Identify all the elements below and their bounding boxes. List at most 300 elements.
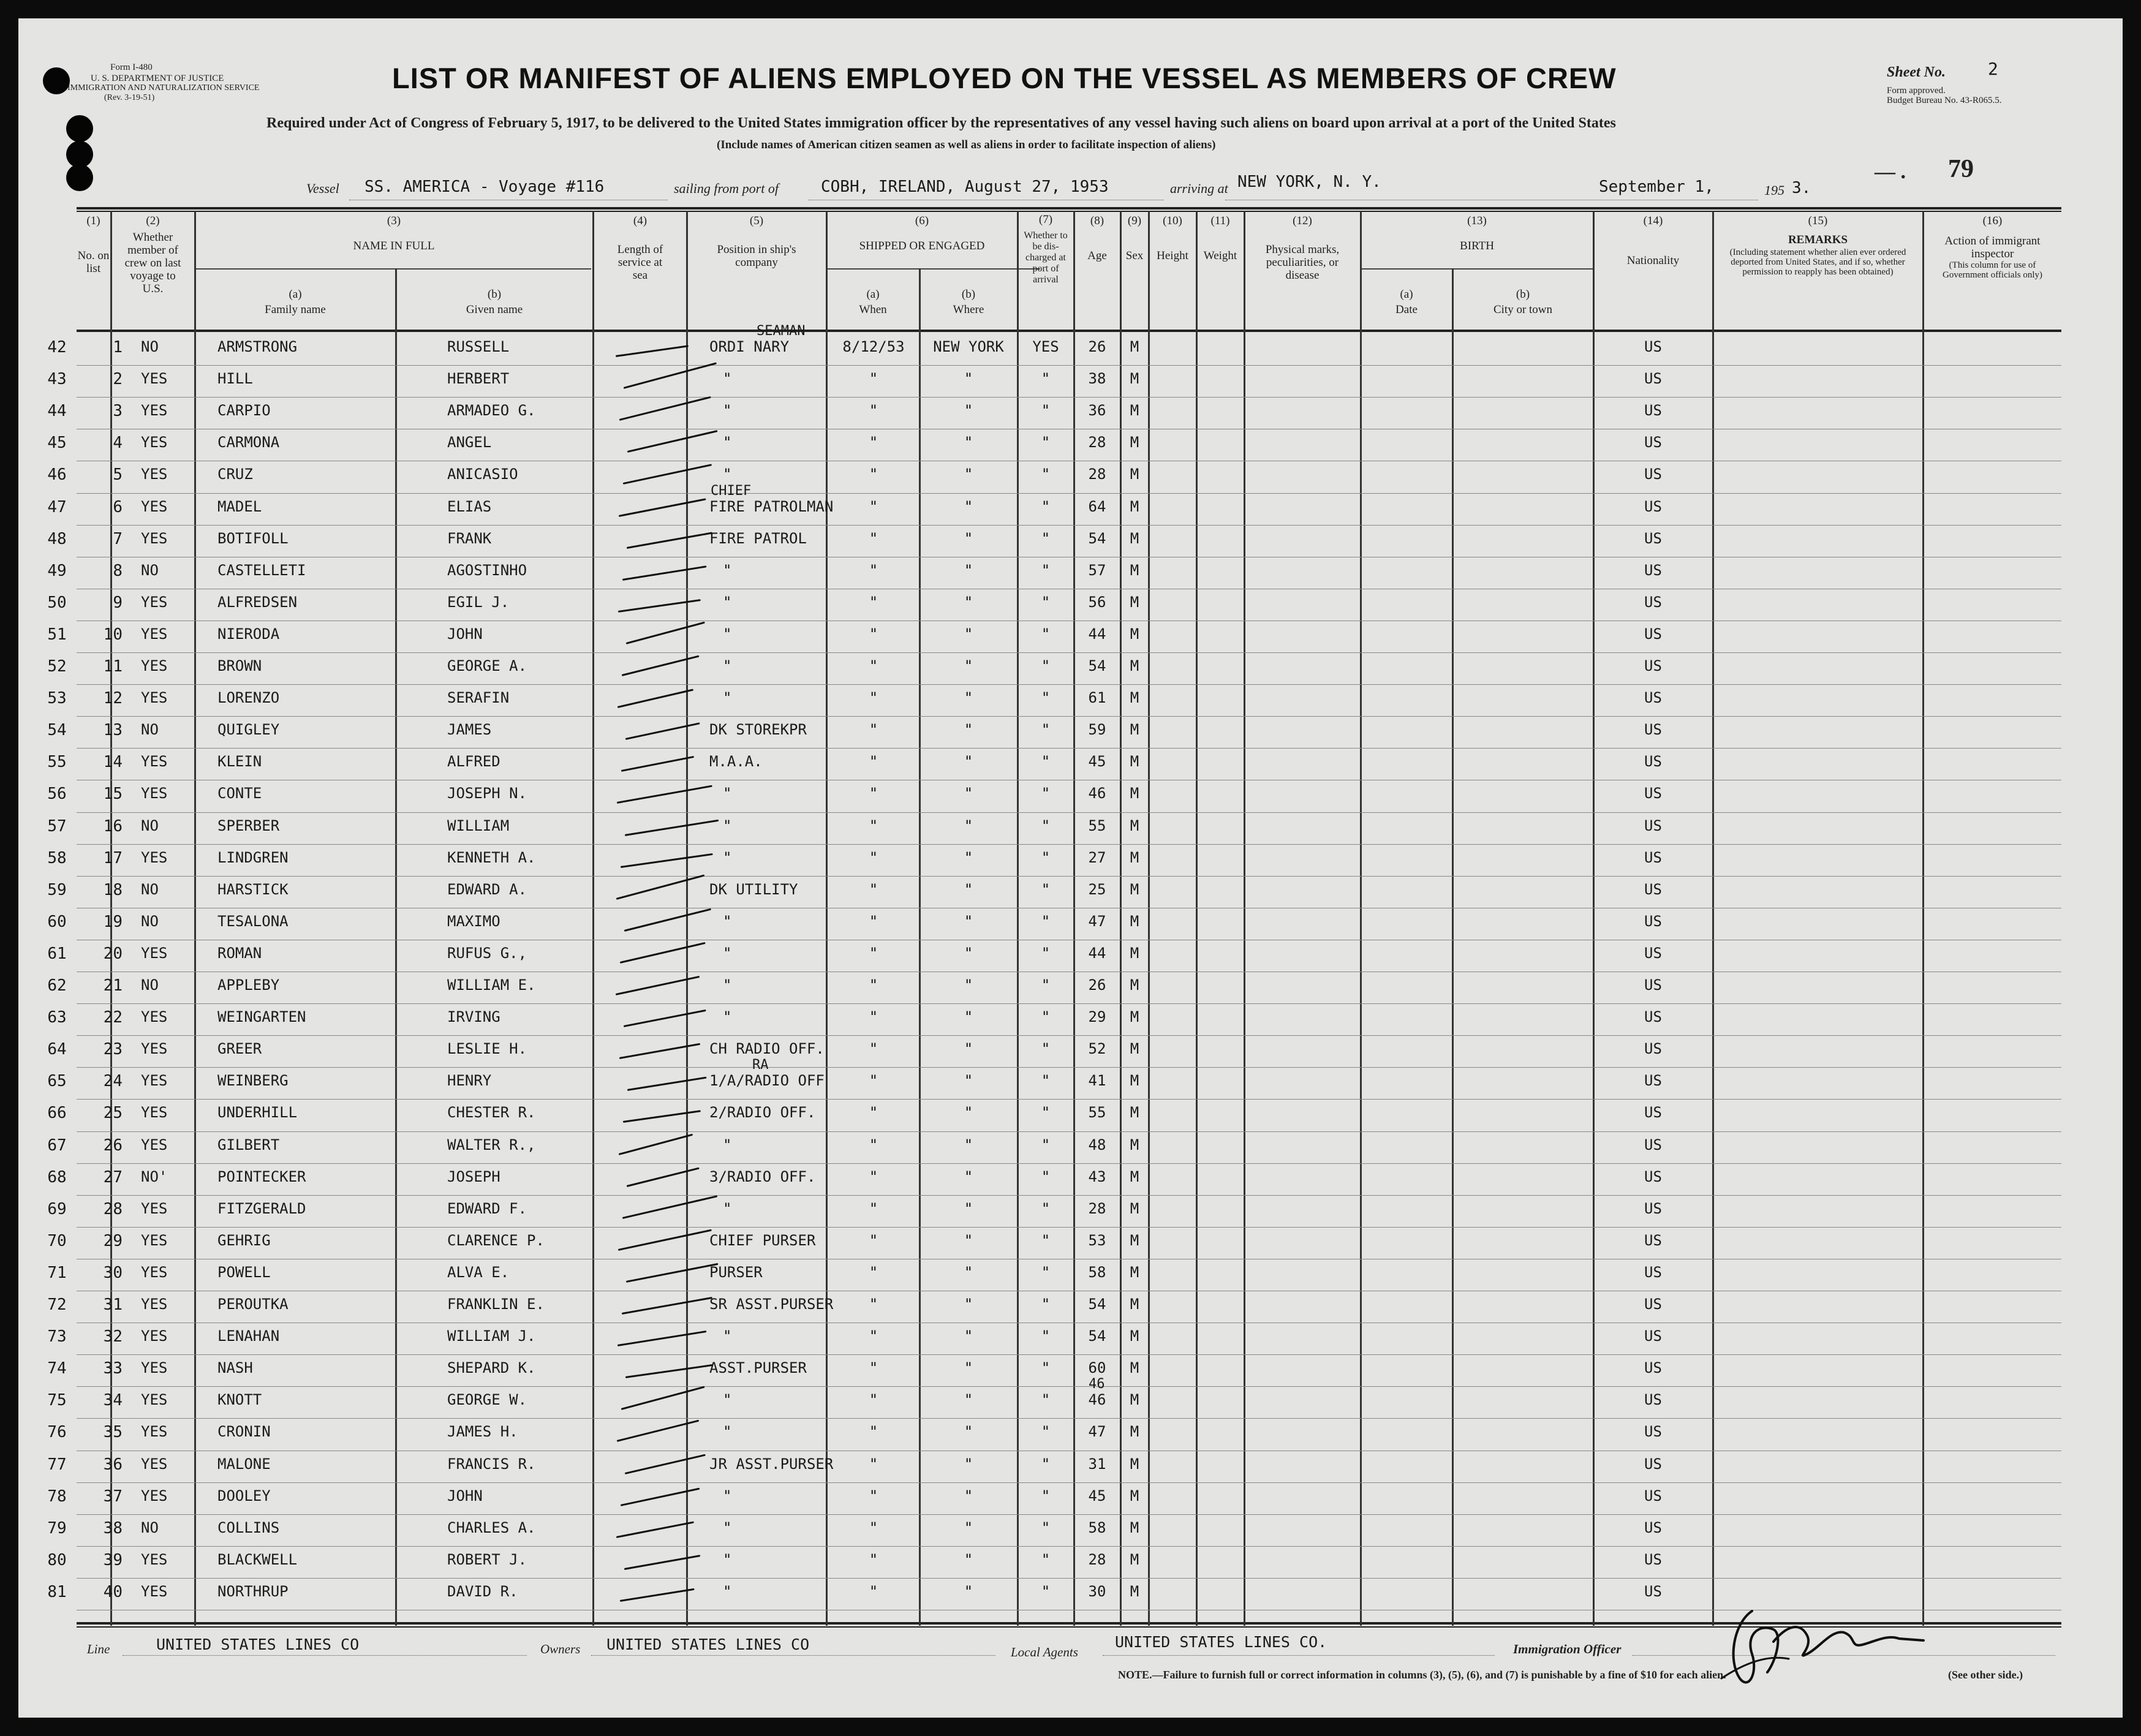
service-tick: [619, 396, 711, 421]
row-rule: [77, 493, 2061, 494]
given-name: ELIAS: [447, 497, 492, 515]
sex: M: [1130, 721, 1139, 739]
shipped-when: ": [869, 880, 878, 898]
position: ": [723, 561, 732, 579]
line-number: 69: [47, 1199, 67, 1218]
last-voyage: YES: [141, 593, 168, 611]
shipped-where: ": [964, 1263, 973, 1281]
shipped-where: ": [964, 1519, 973, 1536]
col15-header: REMARKS: [1788, 233, 1848, 246]
family-name: PEROUTKA: [217, 1296, 289, 1313]
discharged: ": [1041, 1168, 1051, 1185]
family-name: APPLEBY: [217, 976, 280, 994]
crew-number: 17: [103, 848, 123, 867]
shipped-when: ": [869, 1296, 878, 1313]
shipped-where: ": [964, 1359, 973, 1377]
shipped-where: ": [964, 1199, 973, 1217]
given-name: JOHN: [447, 1487, 483, 1504]
nationality: US: [1644, 912, 1662, 930]
family-name: ROMAN: [217, 944, 262, 962]
age: 59: [1088, 721, 1106, 739]
sex: M: [1130, 1487, 1139, 1504]
position: ": [723, 625, 732, 643]
age: 53: [1088, 1231, 1106, 1249]
last-voyage: YES: [141, 657, 168, 674]
line-number: 81: [47, 1582, 67, 1601]
line-number: 72: [47, 1296, 67, 1314]
sex: M: [1130, 880, 1139, 898]
shipped-when: ": [869, 466, 878, 483]
crew-number: 9: [113, 593, 123, 612]
col14-num: (14): [1643, 214, 1663, 227]
service-tick: [626, 1263, 719, 1283]
discharged: ": [1041, 785, 1051, 802]
row-rule: [77, 1099, 2061, 1100]
sex: M: [1130, 817, 1139, 834]
line-number: 46: [47, 466, 67, 485]
row-rule: [77, 876, 2061, 877]
nationality: US: [1644, 785, 1662, 802]
service-tick: [616, 874, 705, 899]
row-rule: [77, 1003, 2061, 1004]
shipped-when: ": [869, 1040, 878, 1058]
nationality: US: [1644, 944, 1662, 962]
position: ": [723, 1582, 732, 1600]
age: 47: [1088, 1423, 1106, 1441]
crew-number: 14: [103, 753, 123, 772]
service-tick: [620, 942, 706, 964]
discharged: ": [1041, 1455, 1051, 1473]
given-name: ALFRED: [447, 753, 500, 771]
nationality: US: [1644, 1391, 1662, 1409]
service-tick: [624, 1555, 701, 1570]
col3b-num: (b): [487, 288, 502, 301]
service-tick: [627, 532, 712, 549]
last-voyage: NO: [141, 817, 159, 834]
position: 2/RADIO OFF.: [709, 1104, 816, 1122]
crew-number: 37: [103, 1487, 123, 1506]
last-voyage: YES: [141, 370, 168, 388]
position: DK STOREKPR: [709, 721, 807, 739]
last-voyage: YES: [141, 529, 168, 547]
discharged: ": [1041, 370, 1051, 388]
shipped-when: ": [869, 1327, 878, 1345]
nationality: US: [1644, 1199, 1662, 1217]
nationality: US: [1644, 434, 1662, 451]
last-voyage: YES: [141, 1104, 168, 1122]
age: 52: [1088, 1040, 1106, 1058]
discharged: ": [1041, 1263, 1051, 1281]
shipped-when: ": [869, 497, 878, 515]
form-rev: (Rev. 3-19-51): [104, 93, 155, 102]
service-tick: [625, 722, 700, 740]
position: ": [723, 1391, 732, 1409]
nationality: US: [1644, 1296, 1662, 1313]
line-number: 68: [47, 1168, 67, 1187]
shipped-when: ": [869, 785, 878, 802]
shipped-where: ": [964, 1455, 973, 1473]
given-name: EDWARD A.: [447, 880, 527, 898]
crew-number: 19: [103, 912, 123, 931]
last-voyage: NO: [141, 912, 159, 930]
shipped-where: ": [964, 880, 973, 898]
sex: M: [1130, 402, 1139, 420]
shipped-where: ": [964, 1008, 973, 1026]
age: 26: [1088, 338, 1106, 355]
given-name: EDWARD F.: [447, 1199, 527, 1217]
shipped-when: ": [869, 721, 878, 739]
position: ": [723, 434, 732, 451]
position: SR ASST.PURSER: [709, 1296, 834, 1313]
col1-header: No. on list: [77, 249, 110, 275]
line-number: 45: [47, 434, 67, 453]
discharged: ": [1041, 1040, 1051, 1058]
row-rule: [77, 716, 2061, 717]
family-name: GILBERT: [217, 1136, 280, 1153]
service-tick: [624, 908, 711, 932]
position: FIRE PATROL: [709, 529, 807, 547]
col6a-num: (a): [866, 288, 880, 301]
given-name: HENRY: [447, 1072, 492, 1090]
arriving-label: arriving at: [1170, 181, 1228, 196]
shipped-where: ": [964, 370, 973, 388]
sex: M: [1130, 944, 1139, 962]
col7-header: Whether to be dis-charged at port of arrival: [1024, 230, 1068, 285]
nationality: US: [1644, 338, 1662, 355]
family-name: POINTECKER: [217, 1168, 306, 1185]
row-rule: [77, 1035, 2061, 1036]
position: FIRE PATROLMAN: [709, 497, 834, 515]
sex: M: [1130, 625, 1139, 643]
footer-agents-value: UNITED STATES LINES CO.: [1115, 1633, 1327, 1651]
crew-number: 18: [103, 880, 123, 899]
sex: M: [1130, 1423, 1139, 1441]
service-tick: [622, 1195, 718, 1219]
sex: M: [1130, 848, 1139, 866]
subtitle: Required under Act of Congress of February 5, 1917, to be delivered to the United States immigration officer by the representatives of any vessel having such aliens on board upon arrival at a port of the United States: [266, 115, 1616, 131]
last-voyage: YES: [141, 1582, 168, 1600]
crew-number: 22: [103, 1008, 123, 1027]
age: 45: [1088, 753, 1106, 771]
given-name: MAXIMO: [447, 912, 500, 930]
shipped-where: ": [964, 1550, 973, 1568]
service-tick: [619, 498, 706, 517]
line-number: 64: [47, 1040, 67, 1059]
nationality: US: [1644, 976, 1662, 994]
shipped-when: ": [869, 1231, 878, 1249]
discharged: ": [1041, 1327, 1051, 1345]
col16-subheader: (This column for use of Government officials only): [1942, 260, 2042, 280]
col7-num: (7): [1038, 213, 1053, 226]
crew-number: 40: [103, 1582, 123, 1601]
nationality: US: [1644, 1008, 1662, 1026]
nationality: US: [1644, 1104, 1662, 1122]
age: 28: [1088, 466, 1106, 483]
family-name: CARMONA: [217, 434, 280, 451]
line-number: 76: [47, 1423, 67, 1442]
age: 54: [1088, 1327, 1106, 1345]
discharged: ": [1041, 848, 1051, 866]
shipped-where: ": [964, 1168, 973, 1185]
given-name: KENNETH A.: [447, 848, 536, 866]
service-tick: [623, 1111, 701, 1123]
discharged: ": [1041, 1359, 1051, 1377]
position: ": [723, 1519, 732, 1536]
position: JR ASST.PURSER: [709, 1455, 834, 1473]
discharged: ": [1041, 625, 1051, 643]
line-number: 66: [47, 1104, 67, 1123]
family-name: CRONIN: [217, 1423, 271, 1441]
shipped-where: ": [964, 1327, 973, 1345]
crew-number: 23: [103, 1040, 123, 1059]
discharged: ": [1041, 1231, 1051, 1249]
age: 57: [1088, 561, 1106, 579]
position: ": [723, 657, 732, 674]
sex: M: [1130, 1455, 1139, 1473]
service-tick: [625, 1364, 713, 1378]
line-number: 65: [47, 1072, 67, 1091]
service-tick: [622, 1297, 712, 1315]
col3a-header: Family name: [265, 303, 326, 316]
nationality: US: [1644, 370, 1662, 388]
service-tick: [623, 464, 712, 485]
given-name: JAMES: [447, 721, 492, 739]
discharged: ": [1041, 912, 1051, 930]
col16-header: Action of immigrant inspector: [1944, 235, 2041, 260]
shipped-when: ": [869, 944, 878, 962]
line-number: 79: [47, 1519, 67, 1538]
shipped-when: ": [869, 1104, 878, 1122]
age: 28: [1088, 434, 1106, 451]
given-name: RUFUS G.,: [447, 944, 527, 962]
discharged: ": [1041, 1519, 1051, 1536]
shipped-when: ": [869, 1199, 878, 1217]
age: 31: [1088, 1455, 1106, 1473]
family-name: BROWN: [217, 657, 262, 674]
line-number: 58: [47, 848, 67, 867]
crew-number: 16: [103, 817, 123, 836]
subtitle-note: (Include names of American citizen seamen as well as aliens in order to facilitate inspection of aliens): [717, 138, 1216, 151]
sex: M: [1130, 785, 1139, 802]
sex: M: [1130, 1391, 1139, 1409]
family-name: UNDERHILL: [217, 1104, 298, 1122]
shipped-when: ": [869, 689, 878, 707]
discharged: ": [1041, 561, 1051, 579]
year-label: 195: [1764, 183, 1784, 198]
service-tick: [620, 1588, 695, 1602]
family-name: ALFREDSEN: [217, 593, 298, 611]
shipped-where: ": [964, 976, 973, 994]
crew-number: 32: [103, 1327, 123, 1346]
shipped-where: ": [964, 1136, 973, 1153]
age: 64: [1088, 497, 1106, 515]
service-tick: [627, 1077, 707, 1091]
discharged: ": [1041, 1199, 1051, 1217]
line-number: 48: [47, 529, 67, 548]
col6a-header: When: [859, 303, 887, 316]
last-voyage: YES: [141, 1231, 168, 1249]
service-tick: [616, 1521, 694, 1538]
shipped-where: ": [964, 1582, 973, 1600]
shipped-where: ": [964, 1231, 973, 1249]
crew-number: 38: [103, 1519, 123, 1538]
given-name: JOSEPH: [447, 1168, 500, 1185]
sex: M: [1130, 338, 1139, 355]
family-name: KLEIN: [217, 753, 262, 771]
family-name: ARMSTRONG: [217, 338, 298, 355]
col4-header: Length of service at sea: [617, 243, 663, 282]
crew-number: 26: [103, 1136, 123, 1155]
row-rule: [77, 844, 2061, 845]
crew-number: 10: [103, 625, 123, 644]
last-voyage: YES: [141, 1487, 168, 1504]
col3-header: NAME IN FULL: [353, 240, 435, 252]
shipped-when: ": [869, 1582, 878, 1600]
nationality: US: [1644, 657, 1662, 674]
port-value: COBH, IRELAND, August 27, 1953: [821, 178, 1109, 196]
given-name: WILLIAM E.: [447, 976, 536, 994]
shipped-where: ": [964, 529, 973, 547]
row-rule: [77, 1578, 2061, 1579]
last-voyage: YES: [141, 1136, 168, 1153]
shipped-where: ": [964, 944, 973, 962]
service-tick: [625, 819, 719, 836]
discharged: ": [1041, 689, 1051, 707]
age: 44: [1088, 944, 1106, 962]
sex: M: [1130, 466, 1139, 483]
last-voyage: YES: [141, 1359, 168, 1377]
given-name: DAVID R.: [447, 1582, 518, 1600]
nationality: US: [1644, 529, 1662, 547]
nationality: US: [1644, 1550, 1662, 1568]
row-rule: [77, 1482, 2061, 1483]
sex: M: [1130, 1263, 1139, 1281]
position: ": [723, 1136, 732, 1153]
punch-hole: [43, 67, 70, 94]
col9-num: (9): [1127, 214, 1142, 227]
sex: M: [1130, 1199, 1139, 1217]
discharged: ": [1041, 593, 1051, 611]
last-voyage: YES: [141, 466, 168, 483]
shipped-when: ": [869, 657, 878, 674]
position: CHIEF PURSER: [709, 1231, 816, 1249]
shipped-where: ": [964, 497, 973, 515]
row-rule: [77, 1386, 2061, 1387]
last-voyage: YES: [141, 1391, 168, 1409]
given-name: RUSSELL: [447, 338, 510, 355]
last-voyage: YES: [141, 1008, 168, 1026]
crew-number: 28: [103, 1199, 123, 1218]
discharged: ": [1041, 497, 1051, 515]
crew-number: 3: [113, 402, 123, 421]
stamp-number: 79: [1948, 155, 1974, 183]
row-rule: [77, 1354, 2061, 1355]
sex: M: [1130, 1519, 1139, 1536]
service-tick: [625, 1454, 706, 1474]
service-tick: [617, 785, 712, 804]
shipped-when: ": [869, 593, 878, 611]
col11-header: Weight: [1203, 249, 1237, 262]
service-tick: [622, 565, 707, 581]
position: ": [723, 689, 732, 707]
position: ": [723, 1008, 732, 1026]
discharged: ": [1041, 944, 1051, 962]
col15-subheader: (Including statement whether alien ever ordered deported from United States, and if so, whether permission to reapply has been obtained): [1729, 247, 1906, 277]
position: ": [723, 402, 732, 420]
shipped-when: ": [869, 817, 878, 834]
position: ": [723, 848, 732, 866]
footer-agents-label: Local Agents: [1011, 1645, 1078, 1659]
given-name: CLARENCE P.: [447, 1231, 545, 1249]
nationality: US: [1644, 497, 1662, 515]
crew-number: 1: [113, 338, 123, 357]
discharged: ": [1041, 1136, 1051, 1153]
age: 54: [1088, 529, 1106, 547]
col11-num: (11): [1210, 214, 1230, 227]
crew-number: 11: [103, 657, 123, 676]
position: ": [723, 370, 732, 388]
family-name: LORENZO: [217, 689, 280, 707]
crew-number: 35: [103, 1423, 123, 1442]
last-voyage: YES: [141, 689, 168, 707]
row-rule: [77, 812, 2061, 813]
crew-number: 2: [113, 370, 123, 389]
service-tick: [616, 345, 689, 357]
given-name: ROBERT J.: [447, 1550, 527, 1568]
given-name: GEORGE W.: [447, 1391, 527, 1409]
line-number: 73: [47, 1327, 67, 1346]
shipped-when: ": [869, 848, 878, 866]
age: 45: [1088, 1487, 1106, 1504]
family-name: CRUZ: [217, 466, 253, 483]
position: PURSER: [709, 1263, 763, 1281]
footer-owners-label: Owners: [540, 1642, 581, 1656]
service-tick: [621, 1386, 705, 1410]
last-voyage: YES: [141, 1040, 168, 1058]
service-tick: [621, 853, 713, 867]
position: CH RADIO OFF.: [709, 1040, 825, 1058]
age: 58: [1088, 1519, 1106, 1536]
row-rule: [77, 1546, 2061, 1547]
line-number: 44: [47, 402, 67, 421]
line-number: 53: [47, 689, 67, 708]
last-voyage: YES: [141, 944, 168, 962]
given-name: ANICASIO: [447, 466, 518, 483]
discharged: ": [1041, 1487, 1051, 1504]
shipped-when: ": [869, 1455, 878, 1473]
col6-header: SHIPPED OR ENGAGED: [859, 240, 985, 252]
col1-num: (1): [86, 214, 100, 227]
age: 46: [1088, 1391, 1106, 1409]
discharged: ": [1041, 1072, 1051, 1090]
discharged: ": [1041, 753, 1051, 771]
sex: M: [1130, 1327, 1139, 1345]
age: 56: [1088, 593, 1106, 611]
col13-num: (13): [1467, 214, 1487, 227]
family-name: COLLINS: [217, 1519, 280, 1536]
last-voyage: NO: [141, 1519, 159, 1536]
nationality: US: [1644, 1582, 1662, 1600]
shipped-when: ": [869, 976, 878, 994]
family-name: FITZGERALD: [217, 1199, 306, 1217]
row-rule: [77, 1514, 2061, 1515]
age: 43: [1088, 1168, 1106, 1185]
footer-line-label: Line: [87, 1642, 110, 1656]
given-name: CHESTER R.: [447, 1104, 536, 1122]
age: 58: [1088, 1263, 1106, 1281]
age: 55: [1088, 817, 1106, 834]
crew-number: 31: [103, 1296, 123, 1314]
